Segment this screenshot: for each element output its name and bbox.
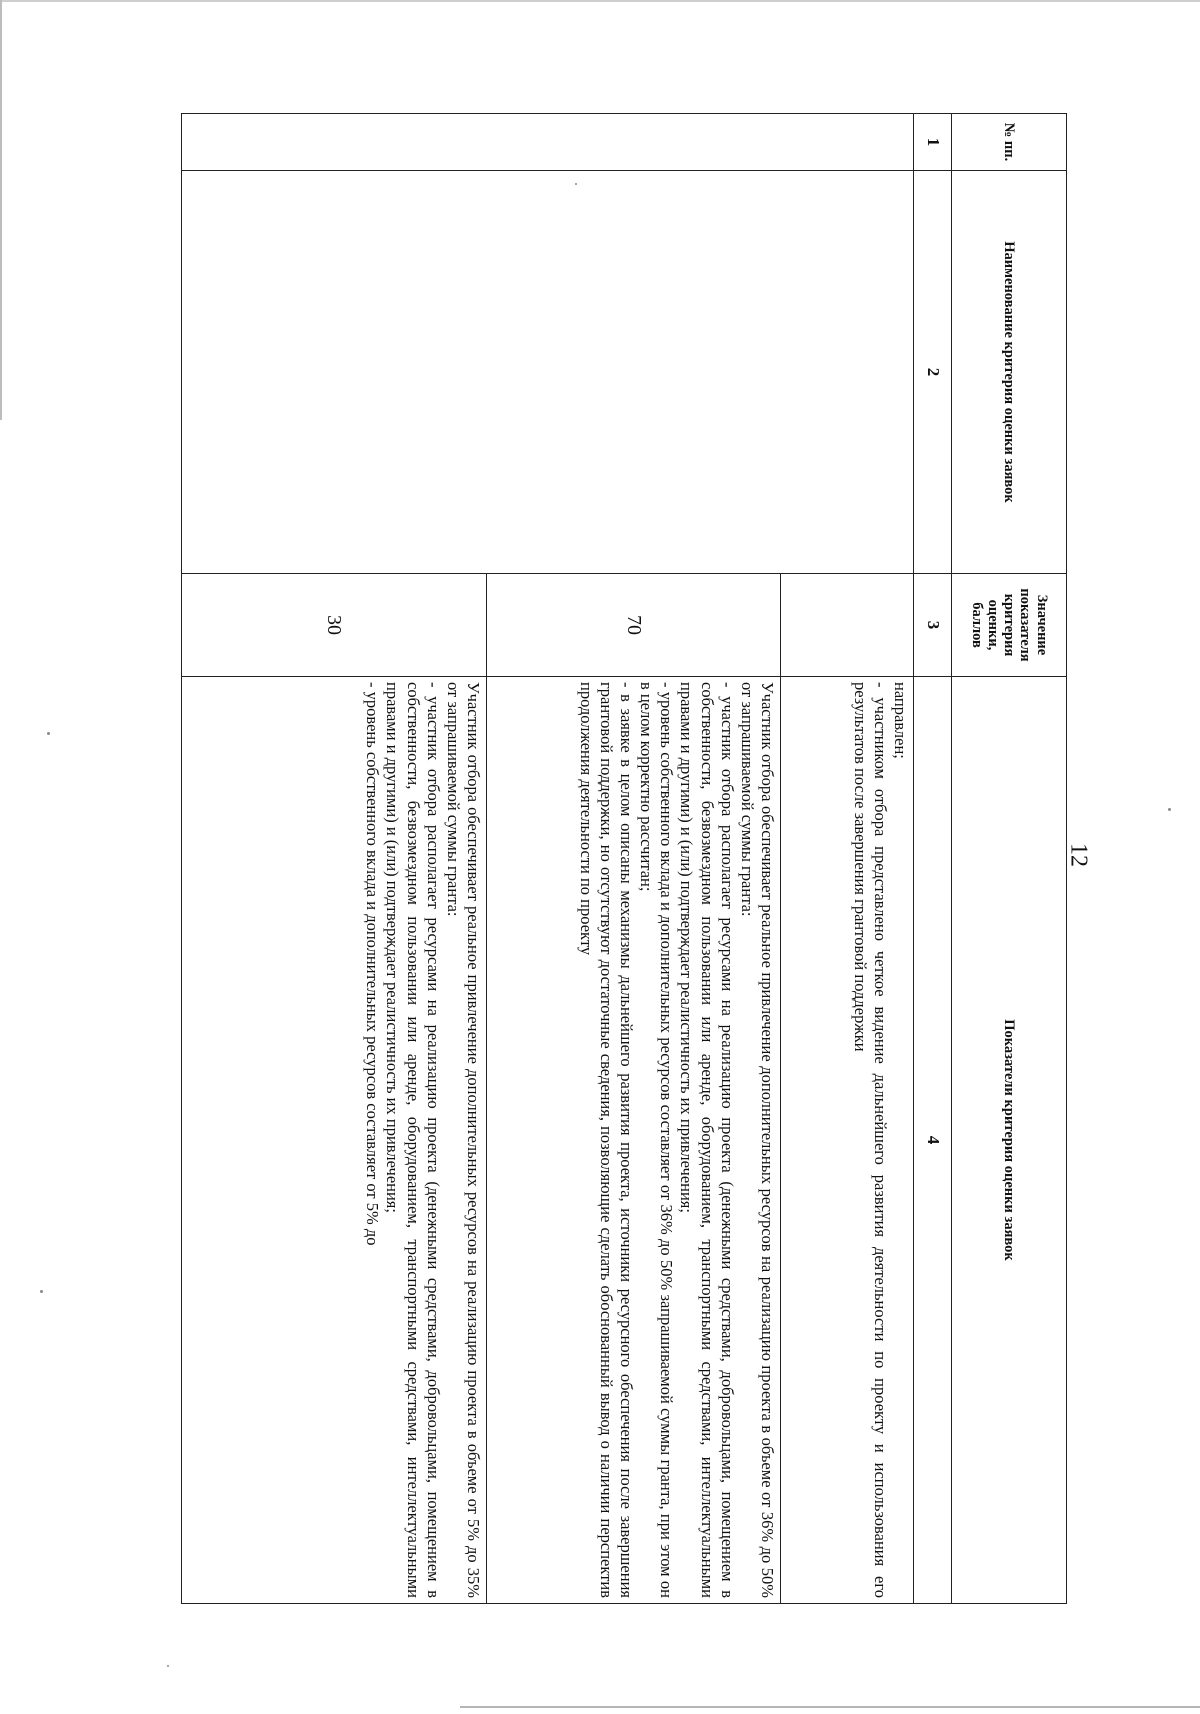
column-number-1: 1 — [914, 114, 952, 171]
criterion-name-cell — [182, 171, 914, 574]
column-number-3: 3 — [914, 574, 952, 677]
scan-speck — [40, 1290, 43, 1293]
scan-speck — [575, 183, 577, 185]
table-row — [781, 114, 914, 1604]
indicator-cell — [487, 677, 781, 1604]
scan-edge-bottom — [460, 1706, 1200, 1708]
header-score-value: Значение показателя критерия оценки, баллов — [952, 574, 1067, 677]
scan-edge-top — [0, 0, 1200, 2]
indicator-line: - участник отбора располагает ресурсами на реализацию проекта (денежными средствами, добровольцами, помещением в собственности, безвозмездном пользовании или аренде, оборудованием, транспортными средствами, интеллектуальными правами и другими) и (или) подтверждает реалистичность их привлечения; — [383, 682, 443, 1598]
score-cell — [781, 574, 914, 677]
score-cell: 70 — [487, 574, 781, 677]
row-number-cell — [182, 114, 914, 171]
scan-edge-left — [0, 0, 2, 420]
indicator-line: направлен; — [891, 682, 910, 759]
indicator-line: - участник отбора располагает ресурсами на реализацию проекта (денежными средствами, добровольцами, помещением в собственности, безвозмездном пользовании или аренде, оборудованием, транспортными средствами, интеллектуальными правами и другими) и (или) подтверждает реалистичность их привлечения; — [677, 682, 737, 1598]
scan-speck — [47, 732, 50, 735]
column-number-4: 4 — [914, 677, 952, 1604]
indicator-line: - уровень собственного вклада и дополнительных ресурсов составляет от 36% до 50% запрашиваемой суммы гранта, при этом он в целом корректно рассчитан; — [637, 682, 677, 1598]
indicator-cell — [781, 677, 914, 1604]
indicator-line: Участник отбора обеспечивает реальное привлечение дополнительных ресурсов на реализацию проекта в объеме от 5% до 35% от запрашиваемой суммы гранта: — [443, 682, 483, 1598]
column-number-row — [914, 114, 952, 1604]
page-number: 12 — [1065, 843, 1092, 867]
indicator-line: - участником отбора представлено четкое видение дальнейшего развития деятельности по проекту и использования его результатов после завершения грантовой поддержки — [850, 682, 890, 1598]
score-cell: 30 — [182, 574, 487, 677]
column-number-2: 2 — [914, 171, 952, 574]
indicator-line: - уровень собственного вклада и дополнительных ресурсов составляет от 5% до — [363, 682, 383, 1246]
indicator-cell — [182, 677, 487, 1604]
indicator-line: - в заявке в целом описаны механизмы дальнейшего развития проекта, источники ресурсного обеспечения после завершения грантовой поддержки, но отсутствуют достаточные сведения, позволяющие сделать обоснованный вывод о наличии перспектив продолжения деятельности по проекту — [576, 682, 637, 1598]
indicator-line: Участник отбора обеспечивает реальное привлечение дополнительных ресурсов на реализацию проекта в объеме от 36% до 50% от запрашиваемой суммы гранта: — [737, 682, 777, 1598]
header-number: № пп. — [952, 114, 1067, 171]
criteria-table — [181, 113, 1067, 1604]
header-criterion-name: Наименование критерия оценки заявок — [952, 171, 1067, 574]
header-row — [952, 114, 1067, 1604]
header-criterion-indicators: Показатели критерия оценки заявок — [952, 677, 1067, 1604]
scan-speck — [167, 1665, 169, 1667]
scan-speck — [1168, 808, 1171, 811]
rotated-table-wrapper — [182, 113, 1067, 1603]
